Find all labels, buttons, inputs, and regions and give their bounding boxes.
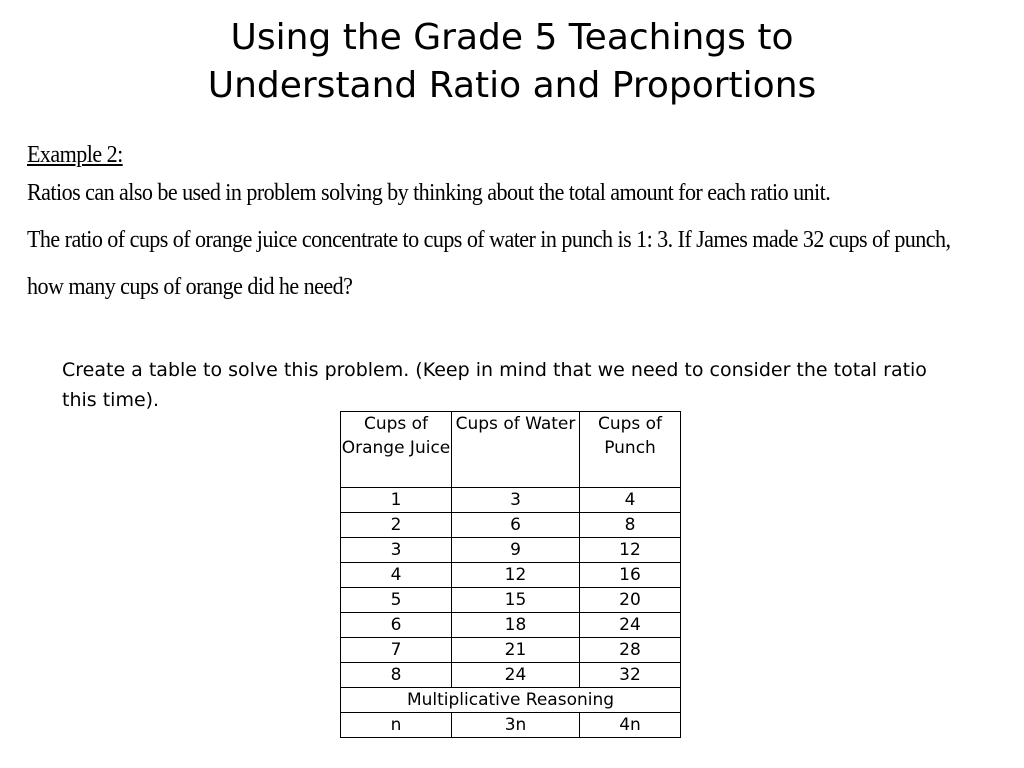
cell-punch: 28 [580,638,681,663]
table-row [341,538,681,563]
cell-water: 9 [452,538,580,563]
cell-water: 21 [452,638,580,663]
cell-water: 24 [452,663,580,688]
reasoning-row [341,688,681,713]
slide-title-line-2: Understand Ratio and Proportions [207,65,817,106]
cell-water: 18 [452,613,580,638]
table-row [341,613,681,638]
slide-title [0,14,1024,110]
formula-water: 3n [452,713,580,738]
cell-punch: 20 [580,588,681,613]
example-line-2: The ratio of cups of orange juice concentrate to cups of water in punch is 1: 3. If James made 32 cups of punch, [27,227,951,253]
cell-orange: 6 [341,613,452,638]
cell-water: 12 [452,563,580,588]
cell-orange: 3 [341,538,452,563]
formula-orange: n [341,713,452,738]
example-line-1: Ratios can also be used in problem solving by thinking about the total amount for each ratio unit. [27,180,831,206]
cell-orange: 1 [341,488,452,513]
cell-orange: 7 [341,638,452,663]
table-row [341,663,681,688]
instruction-text: Create a table to solve this problem. (Keep in mind that we need to consider the total ratio this time). [62,359,927,411]
cell-water: 6 [452,513,580,538]
cell-punch: 24 [580,613,681,638]
header-orange-juice: Cups of Orange Juice [341,412,452,488]
table-row [341,513,681,538]
cell-punch: 16 [580,563,681,588]
slide-title-line-1: Using the Grade 5 Teachings to [230,17,794,58]
example-line-3: how many cups of orange did he need? [27,274,353,300]
table-row [341,638,681,663]
cell-punch: 32 [580,663,681,688]
table-header-row [341,412,681,488]
cell-punch: 12 [580,538,681,563]
ratio-table [340,411,681,738]
cell-orange: 4 [341,563,452,588]
table-row [341,488,681,513]
table-row [341,563,681,588]
formula-row [341,713,681,738]
cell-orange: 8 [341,663,452,688]
cell-orange: 5 [341,588,452,613]
cell-water: 3 [452,488,580,513]
cell-punch: 4 [580,488,681,513]
header-punch: Cups of Punch [580,412,681,488]
example-heading: Example 2: [27,142,123,168]
multiplicative-reasoning-label: Multiplicative Reasoning [341,688,681,713]
cell-punch: 8 [580,513,681,538]
cell-orange: 2 [341,513,452,538]
formula-punch: 4n [580,713,681,738]
example-problem-image [27,140,951,311]
header-water: Cups of Water [452,412,580,488]
table-row [341,588,681,613]
cell-water: 15 [452,588,580,613]
